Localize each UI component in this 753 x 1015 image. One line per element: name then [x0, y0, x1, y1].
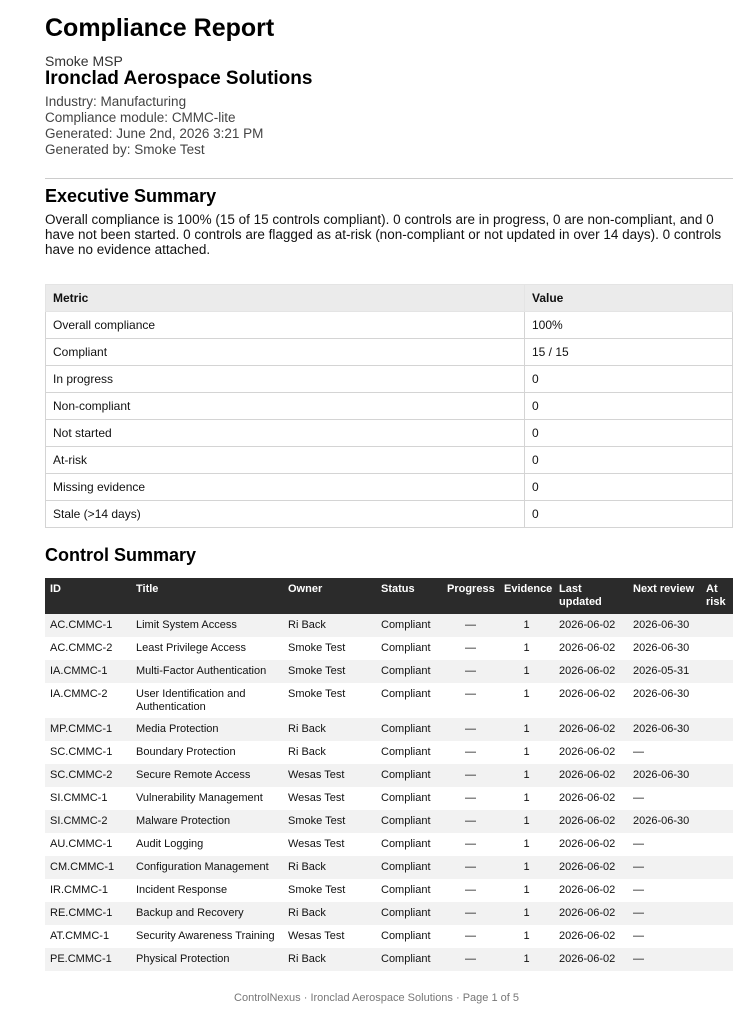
control-title: Audit Logging [136, 838, 204, 850]
control-id: PE.CMMC-1 [45, 948, 131, 971]
control-title: Backup and Recovery [131, 902, 283, 925]
control-at-risk [701, 948, 733, 971]
control-owner: Ri Back [283, 856, 376, 879]
metrics-row [46, 474, 733, 501]
control-id: AC.CMMC-1 [45, 614, 131, 637]
control-owner: Ri Back [283, 614, 376, 637]
control-status: Compliant [376, 660, 442, 683]
divider [45, 178, 733, 179]
control-row [45, 764, 733, 787]
control-at-risk [701, 683, 733, 718]
control-row [45, 718, 733, 741]
control-title: Vulnerability Management [136, 792, 263, 804]
control-next-review: 2026-06-30 [633, 688, 690, 700]
control-at-risk [701, 810, 733, 833]
control-progress: — [442, 660, 499, 683]
msp-name: Smoke MSP [45, 53, 123, 69]
control-title: Limit System Access [131, 614, 283, 637]
control-title: Configuration Management [131, 856, 283, 879]
control-progress: — [465, 884, 476, 896]
control-at-risk [701, 614, 733, 637]
control-status: Compliant [381, 688, 431, 700]
module-line: Compliance module: CMMC-lite [45, 110, 236, 125]
control-title: Incident Response [136, 884, 228, 896]
control-id: IA.CMMC-1 [45, 660, 131, 683]
control-at-risk [701, 764, 733, 787]
control-last-updated: 2026-06-02 [559, 642, 616, 654]
metrics-row [46, 339, 733, 366]
control-next-review: 2026-06-30 [628, 614, 701, 637]
control-last-updated: 2026-06-02 [559, 792, 616, 804]
control-next-review: 2026-06-30 [628, 718, 701, 741]
control-at-risk [701, 637, 733, 660]
control-evidence: 1 [499, 948, 554, 971]
control-at-risk [701, 718, 733, 741]
control-owner: Ri Back [283, 718, 376, 741]
metric-value: 15 / 15 [525, 339, 733, 366]
control-status: Compliant [381, 930, 431, 942]
control-progress: — [442, 614, 499, 637]
control-owner: Wesas Test [288, 838, 345, 850]
control-row [45, 948, 733, 971]
control-progress: — [442, 902, 499, 925]
control-status: Compliant [376, 764, 442, 787]
control-next-review: 2026-05-31 [628, 660, 701, 683]
metric-label: At-risk [46, 447, 525, 474]
control-title: Secure Remote Access [131, 764, 283, 787]
metric-value: 0 [525, 366, 733, 393]
control-evidence: 1 [499, 902, 554, 925]
control-row [45, 856, 733, 879]
control-id: RE.CMMC-1 [45, 902, 131, 925]
control-next-review: 2026-06-30 [633, 642, 690, 654]
metrics-row [46, 501, 733, 528]
control-progress: — [465, 838, 476, 850]
control-last-updated: 2026-06-02 [559, 688, 616, 700]
control-at-risk [701, 925, 733, 948]
control-status: Compliant [376, 902, 442, 925]
metric-label: In progress [46, 366, 525, 393]
control-owner: Smoke Test [288, 884, 346, 896]
control-owner: Ri Back [283, 902, 376, 925]
control-id: SI.CMMC-1 [50, 792, 108, 804]
control-evidence: 1 [499, 810, 554, 833]
control-evidence: 1 [523, 930, 530, 942]
metric-value: 0 [525, 447, 733, 474]
control-summary-heading: Control Summary [45, 545, 197, 565]
control-id: SI.CMMC-2 [45, 810, 131, 833]
control-last-updated: 2026-06-02 [554, 810, 628, 833]
control-row [45, 614, 733, 637]
control-evidence: 1 [523, 838, 530, 850]
control-progress: — [442, 948, 499, 971]
control-last-updated: 2026-06-02 [554, 764, 628, 787]
metric-label: Compliant [46, 339, 525, 366]
control-status: Compliant [376, 614, 442, 637]
control-title: User Identification and Authentication [136, 688, 246, 713]
executive-summary-heading: Executive Summary [45, 186, 217, 206]
control-at-risk [701, 833, 733, 856]
metrics-header-row [46, 285, 733, 312]
control-last-updated: 2026-06-02 [554, 660, 628, 683]
control-at-risk [701, 856, 733, 879]
control-next-review: — [628, 856, 701, 879]
control-row [45, 683, 733, 718]
control-owner: Smoke Test [283, 660, 376, 683]
control-id: AU.CMMC-1 [50, 838, 113, 850]
control-next-review: 2026-06-30 [628, 764, 701, 787]
control-title: Security Awareness Training [136, 930, 275, 942]
control-row [45, 925, 733, 948]
control-evidence: 1 [499, 614, 554, 637]
control-next-review: — [633, 746, 644, 758]
control-last-updated: 2026-06-02 [554, 614, 628, 637]
control-evidence: 1 [523, 642, 530, 654]
control-evidence: 1 [499, 764, 554, 787]
control-evidence: 1 [523, 884, 530, 896]
control-next-review: 2026-06-30 [628, 810, 701, 833]
metric-label: Non-compliant [46, 393, 525, 420]
control-progress: — [465, 642, 476, 654]
control-progress: — [465, 688, 476, 700]
control-row [45, 787, 733, 810]
col-status: Status [376, 578, 442, 614]
metric-label: Not started [46, 420, 525, 447]
metrics-table [45, 284, 733, 528]
metrics-row [46, 447, 733, 474]
control-title: Boundary Protection [136, 746, 236, 758]
control-status: Compliant [381, 792, 431, 804]
control-id: IR.CMMC-1 [50, 884, 109, 896]
control-progress: — [442, 718, 499, 741]
control-row [45, 660, 733, 683]
metric-value: 0 [525, 501, 733, 528]
control-status: Compliant [381, 642, 431, 654]
col-last-updated: Last updated [554, 578, 628, 614]
value-column-header: Value [525, 285, 733, 312]
metric-value: 0 [525, 474, 733, 501]
control-title: Media Protection [131, 718, 283, 741]
control-at-risk [701, 741, 733, 764]
control-row [45, 810, 733, 833]
control-row [45, 879, 733, 902]
control-row [45, 833, 733, 856]
control-status: Compliant [381, 884, 431, 896]
control-row [45, 637, 733, 660]
metric-value: 0 [525, 393, 733, 420]
col-next-review: Next review [628, 578, 701, 614]
control-row [45, 741, 733, 764]
control-next-review: — [628, 948, 701, 971]
control-progress: — [465, 792, 476, 804]
metric-label: Missing evidence [46, 474, 525, 501]
col-id: ID [45, 578, 131, 614]
report-title: Compliance Report [45, 14, 275, 42]
control-last-updated: 2026-06-02 [559, 884, 616, 896]
control-last-updated: 2026-06-02 [559, 746, 616, 758]
control-id: CM.CMMC-1 [45, 856, 131, 879]
metric-value: 0 [525, 420, 733, 447]
control-title: Malware Protection [131, 810, 283, 833]
control-id: MP.CMMC-1 [45, 718, 131, 741]
control-status: Compliant [381, 746, 431, 758]
control-evidence: 1 [523, 746, 530, 758]
control-id: IA.CMMC-2 [50, 688, 108, 700]
control-id: SC.CMMC-2 [45, 764, 131, 787]
metrics-row [46, 420, 733, 447]
control-id: AC.CMMC-2 [50, 642, 113, 654]
control-last-updated: 2026-06-02 [559, 838, 616, 850]
control-owner: Wesas Test [288, 930, 345, 942]
page-footer: ControlNexus · Ironclad Aerospace Solutions · Page 1 of 5 [234, 992, 519, 1004]
control-owner: Smoke Test [288, 688, 346, 700]
control-progress: — [442, 856, 499, 879]
control-last-updated: 2026-06-02 [559, 930, 616, 942]
col-title: Title [131, 578, 283, 614]
control-row [45, 902, 733, 925]
report-meta [45, 94, 263, 158]
client-name: Ironclad Aerospace Solutions [45, 68, 313, 89]
col-owner: Owner [283, 578, 376, 614]
control-progress: — [442, 810, 499, 833]
control-owner: Wesas Test [288, 792, 345, 804]
control-evidence: 1 [499, 718, 554, 741]
control-at-risk [701, 902, 733, 925]
metric-label: Overall compliance [46, 312, 525, 339]
industry-line: Industry: Manufacturing [45, 94, 187, 109]
control-last-updated: 2026-06-02 [554, 902, 628, 925]
metrics-row [46, 393, 733, 420]
control-next-review: — [628, 902, 701, 925]
control-title: Least Privilege Access [136, 642, 247, 654]
col-progress: Progress [442, 578, 499, 614]
control-progress: — [465, 746, 476, 758]
control-at-risk [701, 660, 733, 683]
control-status: Compliant [381, 838, 431, 850]
metric-column-header: Metric [46, 285, 525, 312]
control-owner: Ri Back [288, 746, 326, 758]
control-progress: — [442, 764, 499, 787]
metrics-row [46, 312, 733, 339]
executive-summary-text: Overall compliance is 100% (15 of 15 controls compliant). 0 controls are in progress, 0 are non-compliant, and 0 have not been started. 0 controls are flagged as at-risk (non-compliant or not updated in over 14 days). 0 controls have no evidence attached. [45, 212, 722, 257]
control-at-risk [701, 787, 733, 810]
control-last-updated: 2026-06-02 [554, 948, 628, 971]
control-next-review: — [633, 884, 644, 896]
control-status: Compliant [376, 856, 442, 879]
generated-line: Generated: June 2nd, 2026 3:21 PM [45, 126, 264, 141]
control-id: AT.CMMC-1 [50, 930, 110, 942]
control-status: Compliant [376, 948, 442, 971]
col-evidence: Evidence [499, 578, 554, 614]
control-status: Compliant [376, 718, 442, 741]
control-evidence: 1 [523, 792, 530, 804]
control-owner: Smoke Test [283, 810, 376, 833]
control-owner: Ri Back [283, 948, 376, 971]
control-status: Compliant [376, 810, 442, 833]
control-owner: Smoke Test [288, 642, 346, 654]
control-evidence: 1 [523, 688, 530, 700]
generated-by-line: Generated by: Smoke Test [45, 142, 205, 157]
control-next-review: — [633, 930, 644, 942]
control-next-review: — [633, 792, 644, 804]
control-at-risk [701, 879, 733, 902]
controls-table [45, 578, 733, 971]
control-progress: — [465, 930, 476, 942]
control-id: SC.CMMC-1 [50, 746, 113, 758]
metric-label: Stale (>14 days) [46, 501, 525, 528]
controls-header-row [45, 578, 733, 614]
control-last-updated: 2026-06-02 [554, 718, 628, 741]
control-evidence: 1 [499, 660, 554, 683]
control-title: Multi-Factor Authentication [131, 660, 283, 683]
control-next-review: — [633, 838, 644, 850]
control-title: Physical Protection [131, 948, 283, 971]
metrics-row [46, 366, 733, 393]
control-evidence: 1 [499, 856, 554, 879]
control-owner: Wesas Test [283, 764, 376, 787]
col-at-risk: At risk [701, 578, 733, 614]
control-last-updated: 2026-06-02 [554, 856, 628, 879]
metric-value: 100% [525, 312, 733, 339]
